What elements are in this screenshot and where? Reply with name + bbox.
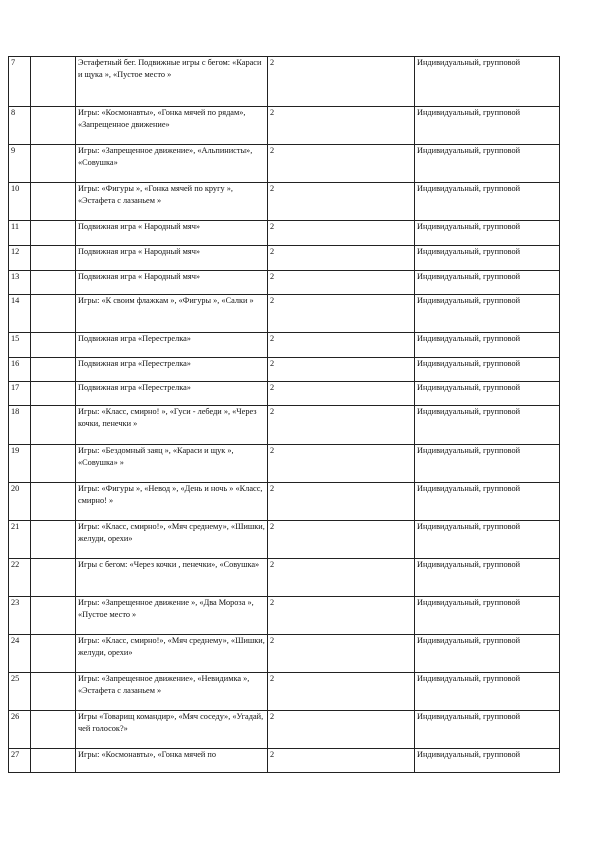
lesson-form: Индивидуальный, групповой	[415, 221, 560, 246]
lesson-activity: Игры: «Запрещенное движение », «Два Мороза », «Пустое место »	[76, 597, 268, 635]
lesson-form: Индивидуальный, групповой	[415, 358, 560, 382]
lesson-hours: 2	[268, 382, 415, 406]
table-row	[9, 246, 560, 271]
lesson-form: Индивидуальный, групповой	[415, 57, 560, 107]
lesson-form: Индивидуальный, групповой	[415, 295, 560, 333]
lesson-hours: 2	[268, 521, 415, 559]
lesson-date	[31, 295, 76, 333]
lesson-number: 17	[9, 382, 31, 406]
lesson-form: Индивидуальный, групповой	[415, 749, 560, 773]
lesson-form: Индивидуальный, групповой	[415, 271, 560, 295]
lesson-form: Индивидуальный, групповой	[415, 382, 560, 406]
lesson-number: 10	[9, 183, 31, 221]
lesson-date	[31, 445, 76, 483]
lesson-hours: 2	[268, 183, 415, 221]
lesson-number: 15	[9, 333, 31, 358]
lesson-date	[31, 406, 76, 445]
lesson-form: Индивидуальный, групповой	[415, 559, 560, 597]
lesson-date	[31, 749, 76, 773]
table-row	[9, 333, 560, 358]
lesson-date	[31, 221, 76, 246]
lesson-activity: Подвижная игра « Народный мяч»	[76, 246, 268, 271]
lesson-hours: 2	[268, 271, 415, 295]
lesson-number: 21	[9, 521, 31, 559]
lesson-activity: Игры «Товарищ командир», «Мяч соседу», «Угадай, чей голосок?»	[76, 711, 268, 749]
lesson-number: 9	[9, 145, 31, 183]
lesson-hours: 2	[268, 749, 415, 773]
table-row	[9, 521, 560, 559]
lesson-form: Индивидуальный, групповой	[415, 673, 560, 711]
lesson-number: 7	[9, 57, 31, 107]
lesson-hours: 2	[268, 107, 415, 145]
lesson-number: 23	[9, 597, 31, 635]
lesson-form: Индивидуальный, групповой	[415, 107, 560, 145]
lesson-hours: 2	[268, 57, 415, 107]
lesson-activity: Игры: «Класс, смирно! », «Гуси - лебеди », «Через кочки, пенечки »	[76, 406, 268, 445]
table-row	[9, 597, 560, 635]
lesson-activity: Подвижная игра «Перестрелка»	[76, 333, 268, 358]
lesson-date	[31, 333, 76, 358]
lesson-hours: 2	[268, 483, 415, 521]
lesson-date	[31, 559, 76, 597]
lesson-hours: 2	[268, 673, 415, 711]
lesson-activity: Игры: «Класс, смирно!», «Мяч среднему», «Шишки, желуди, орехи»	[76, 635, 268, 673]
lesson-activity: Подвижная игра « Народный мяч»	[76, 271, 268, 295]
lesson-form: Индивидуальный, групповой	[415, 521, 560, 559]
lesson-number: 13	[9, 271, 31, 295]
table-row	[9, 145, 560, 183]
table-row	[9, 271, 560, 295]
lesson-form: Индивидуальный, групповой	[415, 183, 560, 221]
lesson-plan-table	[8, 56, 560, 773]
lesson-number: 16	[9, 358, 31, 382]
lesson-form: Индивидуальный, групповой	[415, 597, 560, 635]
lesson-form: Индивидуальный, групповой	[415, 483, 560, 521]
lesson-activity: Подвижная игра «Перестрелка»	[76, 358, 268, 382]
lesson-activity: Игры: «К своим флажкам », «Фигуры », «Салки »	[76, 295, 268, 333]
lesson-hours: 2	[268, 358, 415, 382]
table-row	[9, 445, 560, 483]
table-row	[9, 673, 560, 711]
lesson-date	[31, 635, 76, 673]
lesson-hours: 2	[268, 597, 415, 635]
lesson-date	[31, 597, 76, 635]
lesson-date	[31, 711, 76, 749]
table-row	[9, 635, 560, 673]
lesson-form: Индивидуальный, групповой	[415, 635, 560, 673]
table-row	[9, 559, 560, 597]
table-row	[9, 749, 560, 773]
lesson-date	[31, 183, 76, 221]
lesson-date	[31, 483, 76, 521]
lesson-date	[31, 246, 76, 271]
table-row	[9, 382, 560, 406]
lesson-date	[31, 107, 76, 145]
lesson-activity: Игры: «Запрещенное движение», «Альпинисты», «Совушка»	[76, 145, 268, 183]
lesson-number: 19	[9, 445, 31, 483]
lesson-hours: 2	[268, 711, 415, 749]
lesson-activity: Подвижная игра «Перестрелка»	[76, 382, 268, 406]
lesson-date	[31, 57, 76, 107]
lesson-number: 12	[9, 246, 31, 271]
table-row	[9, 295, 560, 333]
lesson-hours: 2	[268, 333, 415, 358]
table-row	[9, 183, 560, 221]
lesson-hours: 2	[268, 295, 415, 333]
table-row	[9, 221, 560, 246]
lesson-form: Индивидуальный, групповой	[415, 246, 560, 271]
lesson-activity: Игры: «Класс, смирно!», «Мяч среднему», «Шишки, желуди, орехи»	[76, 521, 268, 559]
table-row	[9, 483, 560, 521]
table-row	[9, 57, 560, 107]
lesson-activity: Подвижная игра « Народный мяч»	[76, 221, 268, 246]
lesson-hours: 2	[268, 635, 415, 673]
lesson-hours: 2	[268, 145, 415, 183]
lesson-form: Индивидуальный, групповой	[415, 145, 560, 183]
lesson-number: 26	[9, 711, 31, 749]
lesson-number: 24	[9, 635, 31, 673]
lesson-activity: Игры: «Бездомный заяц », «Караси и щук », «Совушка» »	[76, 445, 268, 483]
lesson-form: Индивидуальный, групповой	[415, 445, 560, 483]
lesson-activity: Игры: «Космонавты», «Гонка мячей по рядам», «Запрещенное движение»	[76, 107, 268, 145]
lesson-activity: Игры: «Фигуры », «Гонка мячей по кругу », «Эстафета с лазаньем »	[76, 183, 268, 221]
lesson-form: Индивидуальный, групповой	[415, 406, 560, 445]
lesson-activity: Игры: «Запрещенное движение», «Невидимка », «Эстафета с лазаньем »	[76, 673, 268, 711]
lesson-date	[31, 145, 76, 183]
lesson-number: 25	[9, 673, 31, 711]
lesson-hours: 2	[268, 445, 415, 483]
lesson-activity: Игры: «Фигуры », «Невод », «День и ночь » «Класс, смирно! »	[76, 483, 268, 521]
lesson-date	[31, 382, 76, 406]
lesson-hours: 2	[268, 559, 415, 597]
lesson-number: 27	[9, 749, 31, 773]
lesson-date	[31, 271, 76, 295]
lesson-hours: 2	[268, 221, 415, 246]
lesson-hours: 2	[268, 246, 415, 271]
lesson-number: 18	[9, 406, 31, 445]
table-row	[9, 107, 560, 145]
lesson-activity: Игры с бегом: «Через кочки , пенечки», «Совушка»	[76, 559, 268, 597]
lesson-form: Индивидуальный, групповой	[415, 333, 560, 358]
lesson-number: 14	[9, 295, 31, 333]
lesson-activity: Эстафетный бег. Подвижные игры с бегом: «Караси и щука », «Пустое место »	[76, 57, 268, 107]
table-row	[9, 358, 560, 382]
lesson-form: Индивидуальный, групповой	[415, 711, 560, 749]
table-body	[9, 57, 560, 773]
lesson-number: 11	[9, 221, 31, 246]
table-row	[9, 711, 560, 749]
lesson-date	[31, 521, 76, 559]
lesson-number: 22	[9, 559, 31, 597]
lesson-activity: Игры: «Космонавты», «Гонка мячей по	[76, 749, 268, 773]
lesson-number: 8	[9, 107, 31, 145]
table-row	[9, 406, 560, 445]
lesson-date	[31, 358, 76, 382]
lesson-hours: 2	[268, 406, 415, 445]
lesson-date	[31, 673, 76, 711]
lesson-number: 20	[9, 483, 31, 521]
